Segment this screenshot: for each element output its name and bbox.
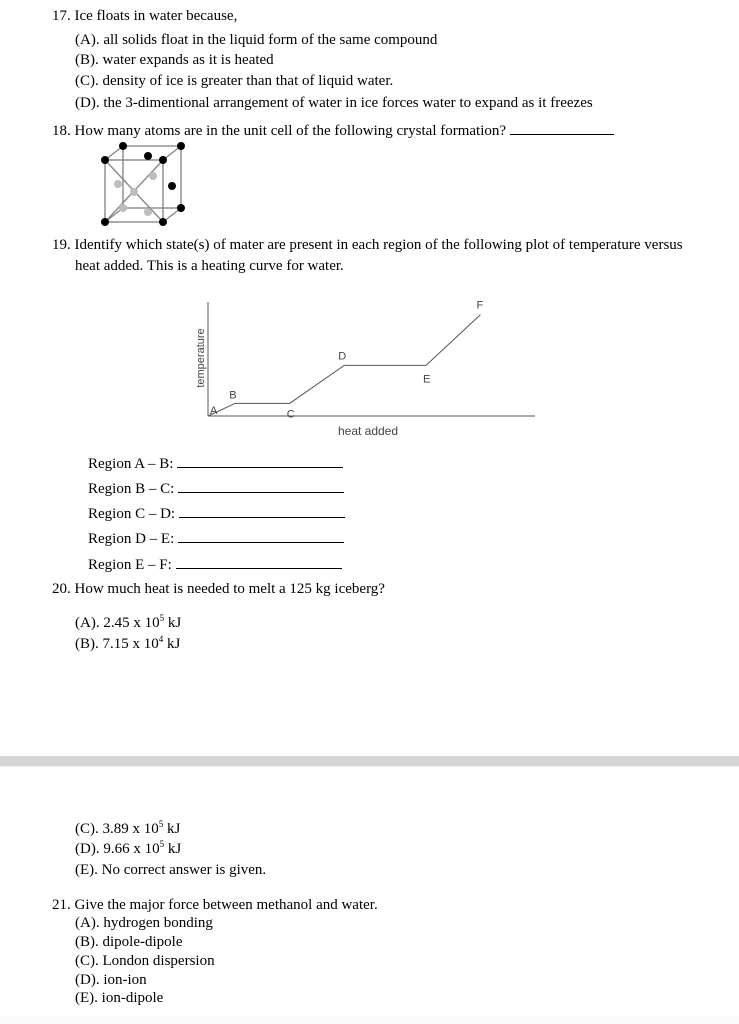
q17-question: 17. Ice floats in water because,: [52, 8, 238, 24]
q20-option-e: (E). No correct answer is given.: [75, 862, 267, 878]
q21-option-a: (A). hydrogen bonding: [75, 915, 213, 931]
region-b-c-blank[interactable]: [178, 478, 344, 493]
region-d-e-blank[interactable]: [178, 528, 344, 543]
q21-question: 21. Give the major force between methanol and water.: [52, 897, 378, 913]
q17-option-a: (A). all solids float in the liquid form of the same compound: [75, 32, 438, 48]
point-label-d: D: [338, 350, 347, 363]
q20-option-a: (A). 2.45 x $10^5$ kJ: [75, 613, 182, 631]
y-axis-label: temperature: [195, 328, 207, 388]
point-label-f: F: [476, 299, 484, 312]
q18-question: 18. How many atoms are in the unit cell of the following crystal formation?: [52, 120, 614, 140]
point-label-e: E: [423, 373, 431, 386]
q17-option-b: (B). water expands as it is heated: [75, 52, 274, 68]
q20-option-c: (C). 3.89 x $10^5$ kJ: [75, 819, 181, 837]
q20-option-b: (B). 7.15 x $10^4$ kJ: [75, 634, 181, 652]
point-label-a: A: [210, 405, 218, 417]
region-a-b-blank[interactable]: [177, 453, 343, 468]
region-a-b: Region A – B:: [88, 453, 343, 473]
crystal-unit-cell-diagram: [98, 138, 194, 230]
q21-option-d: (D). ion-ion: [75, 972, 147, 988]
page-break-divider: [0, 756, 739, 766]
region-e-f: Region E – F:: [88, 554, 342, 574]
heating-curve-chart: [185, 290, 545, 440]
region-c-d: Region C – D:: [88, 503, 345, 523]
q17-option-c: (C). density of ice is greater than that of liquid water.: [75, 73, 394, 89]
region-c-d-blank[interactable]: [179, 503, 345, 518]
q17-option-d: (D). the 3-dimentional arrangement of water in ice forces water to expand as it freezes: [75, 95, 593, 111]
q21-option-b: (B). dipole-dipole: [75, 934, 183, 950]
region-d-e: Region D – E:: [88, 528, 344, 548]
point-label-b: B: [229, 389, 237, 402]
q19-question-line2: heat added. This is a heating curve for water.: [75, 258, 344, 274]
region-e-f-blank[interactable]: [176, 554, 342, 569]
point-label-c: C: [286, 408, 295, 421]
q20-option-d: (D). 9.66 x $10^5$ kJ: [75, 839, 182, 857]
heating-curve-line: [208, 315, 481, 416]
x-axis-label: heat added: [337, 424, 399, 438]
region-b-c: Region B – C:: [88, 478, 344, 498]
q21-option-e: (E). ion-dipole: [75, 990, 164, 1006]
q18-answer-blank[interactable]: [510, 120, 614, 135]
q21-option-c: (C). London dispersion: [75, 953, 215, 969]
q20-question: 20. How much heat is needed to melt a 125 kg iceberg?: [52, 581, 385, 597]
q19-question-line1: 19. Identify which state(s) of mater are present in each region of the following plot of temperature versus: [52, 237, 683, 253]
